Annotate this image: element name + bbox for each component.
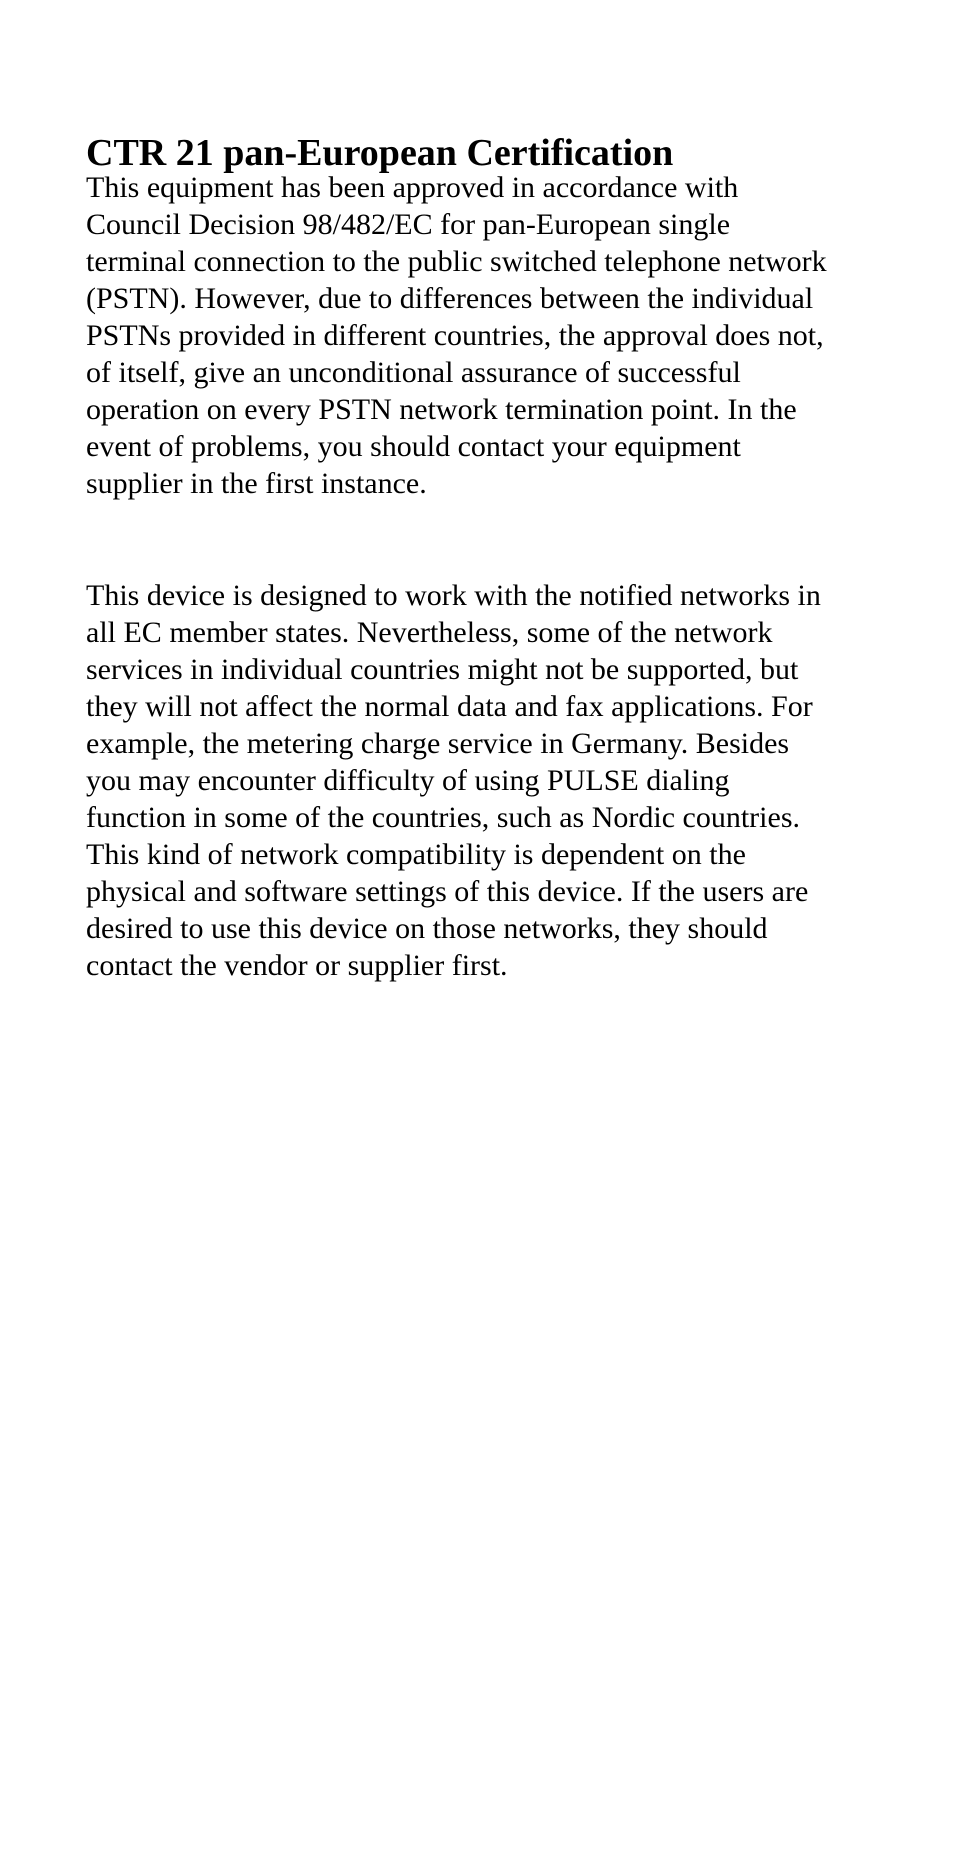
paragraph-line: you may encounter difficulty of using PULSE dialing <box>86 764 730 797</box>
paragraph-line: terminal connection to the public switched telephone network <box>86 245 827 278</box>
document-body <box>86 130 886 984</box>
paragraph-line: event of problems, you should contact your equipment <box>86 430 741 463</box>
paragraph-line: physical and software settings of this device. If the users are <box>86 875 809 908</box>
paragraph-line: of itself, give an unconditional assurance of successful <box>86 356 741 389</box>
paragraph-line: desired to use this device on those networks, they should <box>86 912 768 945</box>
paragraph-line: (PSTN). However, due to differences between the individual <box>86 282 814 315</box>
paragraph-ctr21-approval <box>86 169 886 502</box>
paragraph-line: This equipment has been approved in accordance with <box>86 171 739 204</box>
paragraph-line: services in individual countries might not be supported, but <box>86 653 799 686</box>
paragraph-line: PSTNs provided in different countries, the approval does not, <box>86 319 824 352</box>
page-title: CTR 21 pan-European Certification <box>86 132 674 174</box>
paragraph-line: supplier in the first instance. <box>86 467 427 500</box>
paragraph-line: example, the metering charge service in Germany. Besides <box>86 727 790 760</box>
paragraph-line: they will not affect the normal data and fax applications. For <box>86 690 813 723</box>
paragraph-line: This kind of network compatibility is dependent on the <box>86 838 746 871</box>
paragraph-network-compatibility <box>86 577 886 984</box>
paragraph-line: all EC member states. Nevertheless, some of the network <box>86 616 773 649</box>
paragraph-line: function in some of the countries, such as Nordic countries. <box>86 801 800 834</box>
paragraph-line: This device is designed to work with the notified networks in <box>86 579 821 612</box>
paragraph-line: operation on every PSTN network termination point. In the <box>86 393 797 426</box>
paragraph-line: contact the vendor or supplier first. <box>86 949 508 982</box>
paragraph-line: Council Decision 98/482/EC for pan-European single <box>86 208 731 241</box>
